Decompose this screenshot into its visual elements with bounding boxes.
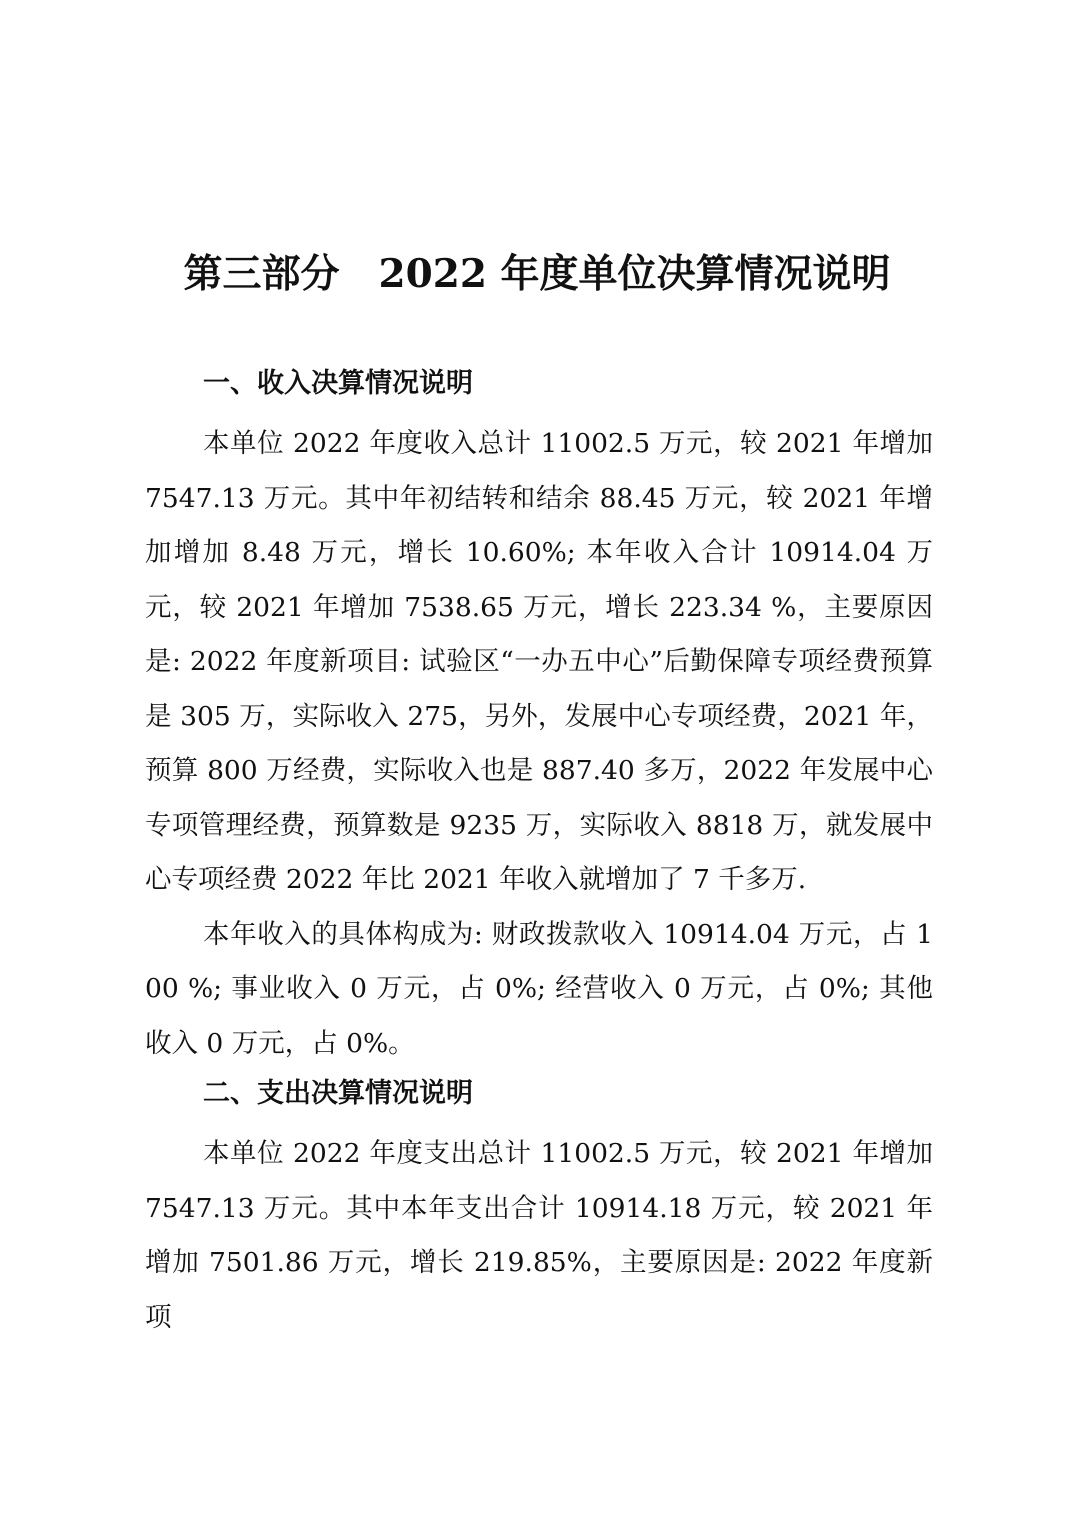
page-title: 第三部分 2022 年度单位决算情况说明 bbox=[183, 251, 891, 297]
section-heading-expenditure: 二、支出决算情况说明 bbox=[203, 1078, 473, 1109]
document-body bbox=[145, 363, 933, 1345]
spacer bbox=[145, 1115, 933, 1127]
income-paragraph-1: 本单位 2022 年度收入总计 11002.5 万元，较 2021 年增加 7547.13 万元。其中年初结转和结余 88.45 万元，较 2021 年增加增加 8.48 万元，增长 10.60%; 本年收入合计 10914.04 万元，较 2021 年增加 7538.65 万元，增长 223.34 %，主要原因是: 2022 年度新项目: 试验区“一办五中心”后勤保障专项经费预算是 305 万，实际收入 275，另外，发展中心专项经费，2021 年，预算 800 万经费，实际收入也是 887.40 多万，2022 年发展中心专项管理经费，预算数是 9235 万，实际收入 8818 万，就发展中心专项经费 2022 年比 2021 年收入就增加了 7 千多万. bbox=[145, 428, 933, 895]
expenditure-paragraph-1: 本单位 2022 年度支出总计 11002.5 万元，较 2021 年增加 7547.13 万元。其中本年支出合计 10914.18 万元，较 2021 年增加 7501.86 万元，增长 219.85%，主要原因是: 2022 年度新项 bbox=[145, 1138, 933, 1333]
spacer bbox=[145, 405, 933, 417]
section-heading-income: 一、收入决算情况说明 bbox=[203, 368, 473, 399]
income-paragraph-2: 本年收入的具体构成为: 财政拨款收入 10914.04 万元，占 100 %; 事业收入 0 万元，占 0%; 经营收入 0 万元，占 0%; 其他收入 0 万元，占 0%。 bbox=[145, 918, 933, 1059]
